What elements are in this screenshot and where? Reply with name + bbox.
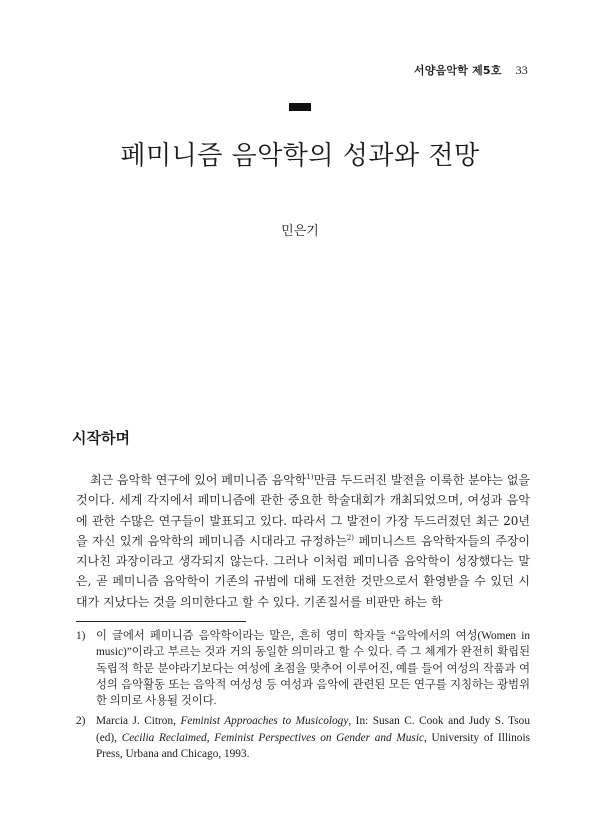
author-name: 민은기: [281, 224, 319, 239]
body-text-part: 최근 음악학 연구에 있어 페미니즘 음악학: [90, 473, 307, 487]
footnote-ref: 1): [306, 473, 314, 481]
body-text-part: 페미니스트 음악학자들의 주장이 지나친 과장이라고 생각되지 않는다. 그러나 이처럼 페미니즘 음악학이 성장했다는 말은, 곧 페미니즘 음악학이 기존의 규범에 대해 도전한 것만으로서 환영받을 수 있던 시대가 지났다는 것을 의미한다고 할 수 있다. 기존질서를 비판만 하는 학: [76, 533, 530, 609]
footnote-book-title: Feminist Approaches to Musicology: [180, 715, 349, 728]
footnote-text: 이 글에서 페미니즘 음악학이라는 말은, 흔히 영미 학자들 “음악에서의 여성(Women in music)”이라고 부르는 것과 거의 동일한 의미라고 할 수 있다. 즉 그 체계가 완전히 확립된 독립적 학문 분야라기보다는 여성에 초점을 맞추어 이루어진, 예를 들어 여성의 작품과 여성의 음악활동 또는 음악적 여성성 등 여성과 음악에 관련된 모든 연구를 지칭하는 광범위한 의미로 사용될 것이다.: [96, 630, 530, 708]
footnote-item: [76, 713, 530, 762]
footnote-text: , University of Illinois Press, Urbana and Chicago, 1993.: [96, 731, 530, 761]
footnote-number: 2): [76, 715, 86, 728]
body-text-part: 만큼 두드러진 발전을 이룩한 분야는 없을 것이다. 세계 각지에서 페미니즘에 관한 중요한 학술대회가 개최되었으며, 여성과 음악에 관한 수많은 연구들이 발표되고 있다. 따라서 그 발전이 가장 두드러졌던 최근 20년을 자신 있게 음악학의 페미니즘 시대라고 규정하는: [76, 473, 530, 548]
page-number: 33: [515, 63, 528, 77]
footnote-number: 1): [76, 630, 86, 642]
footnote-text: Marcia J. Citron,: [96, 715, 181, 728]
running-header: [414, 62, 528, 78]
footnote-list: [76, 628, 530, 766]
footnote-ref: 2): [346, 533, 355, 542]
footnote-text: , In: Susan C. Cook and Judy S. Tsou (ed),: [96, 715, 530, 744]
footnote-book-title: Cecilia Reclaimed, Feminist Perspectives on Gender and Music: [121, 731, 424, 744]
article-title: 페미니즘 음악학의 성과와 전망: [120, 141, 480, 171]
title-ornament-bar: [289, 103, 311, 111]
footnote-item: [76, 628, 530, 709]
footnote-divider: [76, 621, 246, 622]
journal-name: 서양음악학 제5호: [413, 64, 502, 77]
body-paragraph: [76, 470, 530, 612]
section-heading: 시작하며: [72, 429, 130, 447]
